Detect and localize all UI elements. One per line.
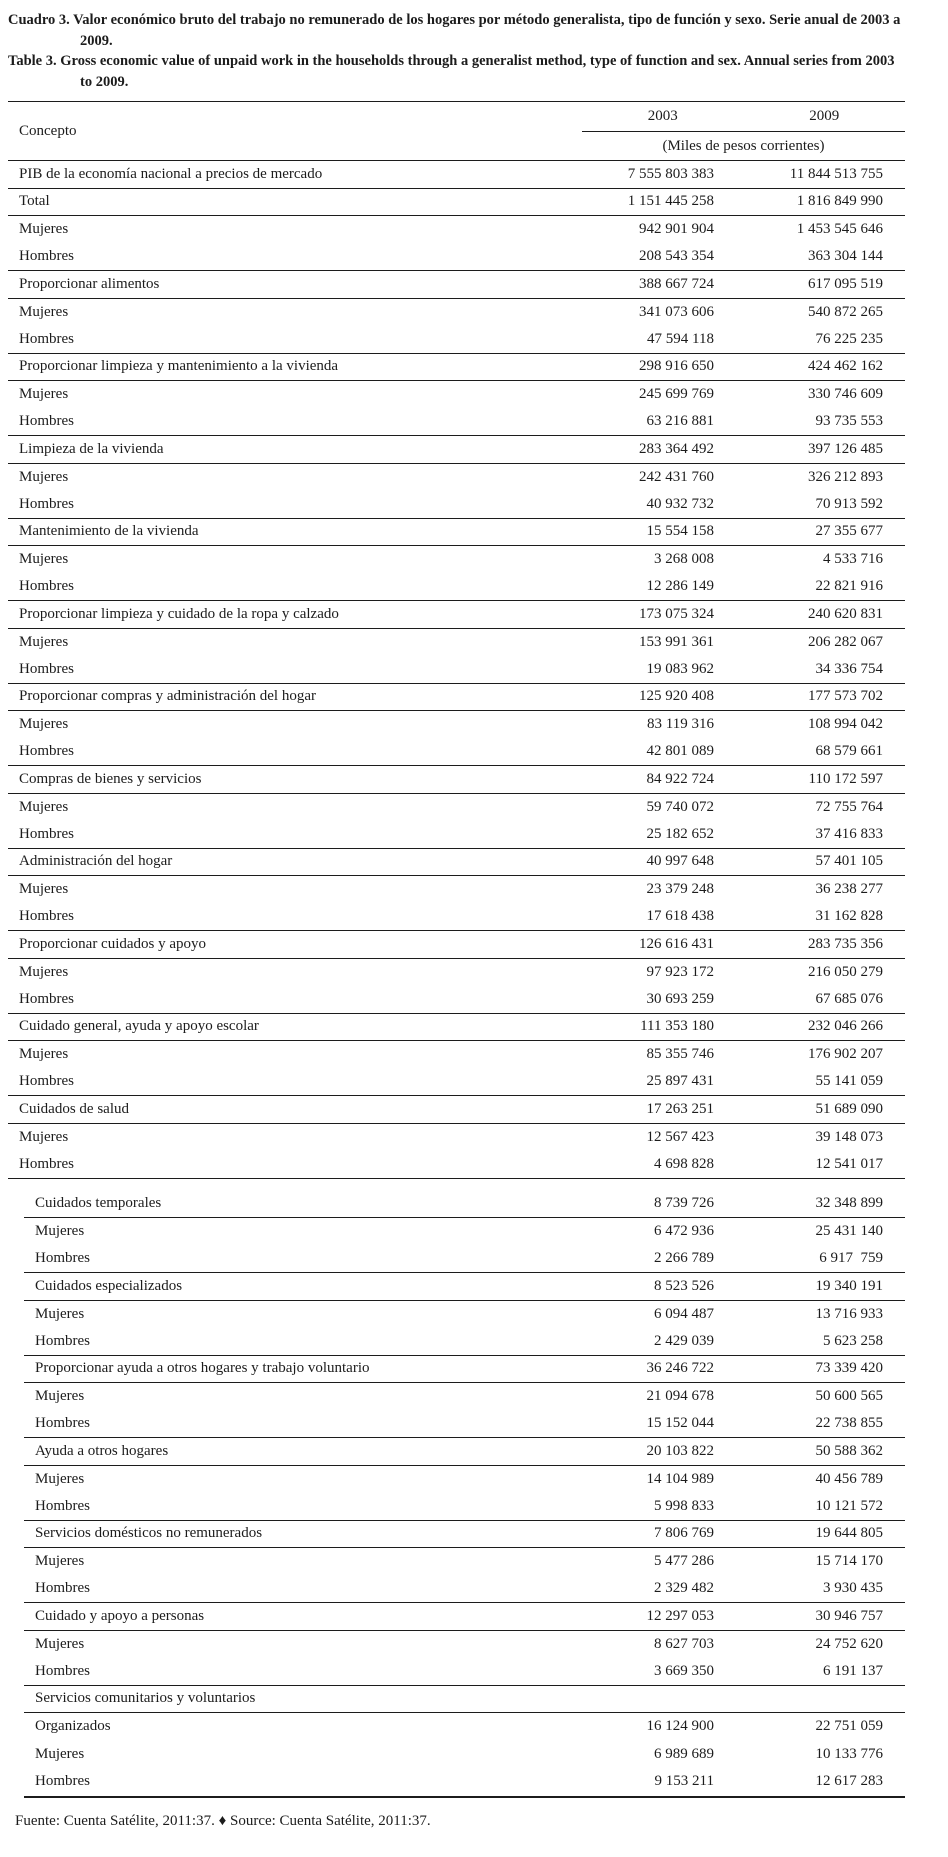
source-note: Fuente: Cuenta Satélite, 2011:37. ♦ Source: Cuenta Satélite, 2011:37. bbox=[15, 1812, 431, 1829]
value-2009: 176 902 207 bbox=[808, 1046, 883, 1063]
value-2009: 39 148 073 bbox=[815, 1128, 883, 1145]
value-2003: 19 083 962 bbox=[646, 660, 714, 677]
table-row bbox=[24, 1576, 905, 1604]
row-label: Cuidados temporales bbox=[35, 1195, 162, 1212]
value-2009: 326 212 893 bbox=[808, 468, 883, 485]
value-2003: 63 216 881 bbox=[646, 413, 714, 430]
table-row bbox=[24, 1466, 905, 1494]
table-row bbox=[24, 1273, 905, 1301]
value-2003: 208 543 354 bbox=[639, 248, 714, 265]
value-2003: 153 991 361 bbox=[639, 633, 714, 650]
value-2003: 2 329 482 bbox=[654, 1580, 714, 1597]
value-2009: 31 162 828 bbox=[815, 908, 883, 925]
value-2009: 32 348 899 bbox=[815, 1195, 883, 1212]
value-2003: 47 594 118 bbox=[647, 330, 714, 347]
row-label: Ayuda a otros hogares bbox=[35, 1442, 169, 1459]
value-2009: 68 579 661 bbox=[815, 743, 883, 760]
value-2003: 15 554 158 bbox=[646, 523, 714, 540]
table-row bbox=[24, 1548, 905, 1576]
table-row bbox=[24, 1246, 905, 1274]
value-2003: 6 989 689 bbox=[654, 1745, 714, 1762]
value-2003: 42 801 089 bbox=[646, 743, 714, 760]
table-row bbox=[8, 1151, 905, 1179]
row-label: Mujeres bbox=[19, 468, 69, 485]
table-row bbox=[24, 1411, 905, 1439]
column-header-2009: 2009 bbox=[809, 108, 840, 124]
table-row bbox=[8, 821, 905, 849]
value-2003: 4 698 828 bbox=[654, 1155, 714, 1172]
value-2003: 25 897 431 bbox=[646, 1073, 714, 1090]
row-label: Proporcionar ayuda a otros hogares y trabajo voluntario bbox=[35, 1360, 370, 1377]
row-label: Mujeres bbox=[19, 1046, 69, 1063]
value-2009: 10 121 572 bbox=[815, 1497, 883, 1514]
value-2009: 19 340 191 bbox=[815, 1277, 883, 1294]
value-2003: 7 555 803 383 bbox=[627, 165, 714, 182]
table-row bbox=[24, 1218, 905, 1246]
row-label: Hombres bbox=[19, 990, 74, 1007]
row-label: Hombres bbox=[19, 495, 74, 512]
value-2003: 8 523 526 bbox=[654, 1277, 714, 1294]
row-label: Mujeres bbox=[19, 633, 69, 650]
table-row bbox=[24, 1521, 905, 1549]
value-2009: 34 336 754 bbox=[815, 660, 883, 677]
value-2003: 14 104 989 bbox=[646, 1470, 714, 1487]
row-label: Mujeres bbox=[35, 1305, 85, 1322]
value-2009: 36 238 277 bbox=[815, 881, 883, 898]
row-label: Mujeres bbox=[19, 551, 69, 568]
value-2003: 15 152 044 bbox=[646, 1415, 714, 1432]
value-2009: 73 339 420 bbox=[815, 1360, 883, 1377]
row-label: PIB de la economía nacional a precios de mercado bbox=[19, 165, 323, 182]
value-2009: 216 050 279 bbox=[808, 963, 883, 980]
row-label: Hombres bbox=[35, 1415, 90, 1432]
row-label: Mujeres bbox=[35, 1745, 85, 1762]
value-2009: 15 714 170 bbox=[815, 1553, 883, 1570]
value-2003: 40 997 648 bbox=[646, 853, 714, 870]
value-2003: 17 618 438 bbox=[646, 908, 714, 925]
table-row bbox=[8, 959, 905, 987]
value-2003: 12 297 053 bbox=[646, 1607, 714, 1624]
table-row bbox=[8, 409, 905, 437]
value-2003: 30 693 259 bbox=[646, 990, 714, 1007]
row-label: Hombres bbox=[19, 578, 74, 595]
table-row bbox=[8, 766, 905, 794]
value-2003: 242 431 760 bbox=[639, 468, 714, 485]
table-row bbox=[8, 656, 905, 684]
value-2009: 70 913 592 bbox=[815, 495, 883, 512]
value-2009: 617 095 519 bbox=[808, 275, 883, 292]
value-2009: 11 844 513 755 bbox=[789, 165, 883, 182]
value-2009: 51 689 090 bbox=[815, 1100, 883, 1117]
table-row bbox=[8, 519, 905, 547]
row-label: Proporcionar cuidados y apoyo bbox=[19, 935, 207, 952]
row-label: Hombres bbox=[35, 1580, 90, 1597]
table-row bbox=[8, 464, 905, 492]
table-row bbox=[8, 1096, 905, 1124]
value-2009: 57 401 105 bbox=[815, 853, 883, 870]
table-row bbox=[8, 739, 905, 767]
value-2009: 4 533 716 bbox=[823, 551, 883, 568]
table-row bbox=[8, 876, 905, 904]
row-label: Proporcionar limpieza y cuidado de la ropa y calzado bbox=[19, 605, 339, 622]
units-label: (Miles de pesos corrientes) bbox=[662, 138, 825, 154]
table-row bbox=[8, 161, 905, 189]
value-2003: 85 355 746 bbox=[646, 1046, 714, 1063]
value-2009: 12 617 283 bbox=[815, 1773, 883, 1790]
row-label: Mujeres bbox=[35, 1635, 85, 1652]
value-2003: 17 263 251 bbox=[646, 1100, 714, 1117]
value-2003: 9 153 211 bbox=[654, 1773, 714, 1790]
value-2009: 540 872 265 bbox=[808, 303, 883, 320]
table-row bbox=[8, 849, 905, 877]
row-label: Mantenimiento de la vivienda bbox=[19, 523, 199, 540]
row-label: Hombres bbox=[35, 1250, 90, 1267]
value-2003: 283 364 492 bbox=[639, 440, 714, 457]
row-label: Hombres bbox=[35, 1332, 90, 1349]
value-2009: 330 746 609 bbox=[808, 386, 883, 403]
table-row bbox=[8, 354, 905, 382]
table-titles bbox=[8, 10, 905, 92]
value-2009: 397 126 485 bbox=[808, 440, 883, 457]
table-row bbox=[8, 1124, 905, 1152]
value-2009: 13 716 933 bbox=[815, 1305, 883, 1322]
value-2009: 37 416 833 bbox=[815, 825, 883, 842]
row-label: Servicios comunitarios y voluntarios bbox=[35, 1690, 256, 1707]
value-2009: 1 816 849 990 bbox=[796, 193, 883, 210]
table-row bbox=[8, 299, 905, 327]
table-row bbox=[8, 491, 905, 519]
table-body-subsection bbox=[24, 1191, 905, 1798]
table-row bbox=[24, 1658, 905, 1686]
value-2003: 36 246 722 bbox=[646, 1360, 714, 1377]
value-2003: 12 567 423 bbox=[646, 1128, 714, 1145]
value-2003: 6 094 487 bbox=[654, 1305, 714, 1322]
table-row bbox=[8, 794, 905, 822]
value-2003: 16 124 900 bbox=[646, 1718, 714, 1735]
table-row bbox=[8, 244, 905, 272]
row-label: Mujeres bbox=[35, 1223, 85, 1240]
row-label: Hombres bbox=[19, 660, 74, 677]
row-label: Cuidado y apoyo a personas bbox=[35, 1607, 205, 1624]
row-label: Mujeres bbox=[35, 1388, 85, 1405]
row-label: Total bbox=[19, 193, 50, 210]
table-row bbox=[24, 1603, 905, 1631]
value-2003: 23 379 248 bbox=[646, 881, 714, 898]
table-row bbox=[8, 684, 905, 712]
row-label: Hombres bbox=[19, 330, 74, 347]
value-2003: 5 477 286 bbox=[654, 1553, 714, 1570]
value-2003: 84 922 724 bbox=[646, 770, 714, 787]
row-label: Proporcionar limpieza y mantenimiento a la vivienda bbox=[19, 358, 339, 375]
value-2009: 50 600 565 bbox=[815, 1388, 883, 1405]
column-header-concepto: Concepto bbox=[19, 122, 77, 139]
value-2003: 2 429 039 bbox=[654, 1332, 714, 1349]
row-label: Compras de bienes y servicios bbox=[19, 770, 202, 787]
row-label: Mujeres bbox=[19, 303, 69, 320]
value-2009: 6 917 759 bbox=[819, 1250, 883, 1267]
row-label: Mujeres bbox=[19, 716, 69, 733]
value-2003: 83 119 316 bbox=[647, 716, 714, 733]
value-2009: 1 453 545 646 bbox=[796, 221, 883, 238]
value-2009: 27 355 677 bbox=[815, 523, 883, 540]
value-2003: 8 627 703 bbox=[654, 1635, 714, 1652]
value-2003: 2 266 789 bbox=[654, 1250, 714, 1267]
table-row bbox=[8, 216, 905, 244]
table-row bbox=[24, 1301, 905, 1329]
table-row bbox=[8, 629, 905, 657]
years-block bbox=[582, 102, 905, 160]
row-label: Administración del hogar bbox=[19, 853, 173, 870]
row-label: Hombres bbox=[19, 1155, 74, 1172]
value-2009: 5 623 258 bbox=[823, 1332, 883, 1349]
value-2009: 6 191 137 bbox=[823, 1662, 883, 1679]
row-label: Mujeres bbox=[19, 963, 69, 980]
value-2009: 72 755 764 bbox=[815, 798, 883, 815]
value-2003: 245 699 769 bbox=[639, 386, 714, 403]
value-2009: 12 541 017 bbox=[815, 1155, 883, 1172]
value-2003: 173 075 324 bbox=[639, 605, 714, 622]
value-2003: 298 916 650 bbox=[639, 358, 714, 375]
value-2009: 24 752 620 bbox=[815, 1635, 883, 1652]
value-2009: 25 431 140 bbox=[815, 1223, 883, 1240]
value-2009: 206 282 067 bbox=[808, 633, 883, 650]
table-row bbox=[8, 711, 905, 739]
value-2009: 108 994 042 bbox=[808, 716, 883, 733]
table-row bbox=[8, 986, 905, 1014]
table-row bbox=[8, 326, 905, 354]
table-row bbox=[24, 1493, 905, 1521]
table-header bbox=[8, 101, 905, 161]
value-2009: 3 930 435 bbox=[823, 1580, 883, 1597]
value-2009: 30 946 757 bbox=[815, 1607, 883, 1624]
value-2003: 97 923 172 bbox=[646, 963, 714, 980]
value-2009: 93 735 553 bbox=[815, 413, 883, 430]
row-label: Hombres bbox=[19, 825, 74, 842]
table-row bbox=[8, 601, 905, 629]
value-2003: 21 094 678 bbox=[646, 1388, 714, 1405]
value-2009: 19 644 805 bbox=[815, 1525, 883, 1542]
value-2009: 232 046 266 bbox=[808, 1018, 883, 1035]
table-row bbox=[24, 1438, 905, 1466]
table-row bbox=[24, 1686, 905, 1714]
value-2009: 177 573 702 bbox=[808, 688, 883, 705]
row-label: Cuidado general, ayuda y apoyo escolar bbox=[19, 1018, 259, 1035]
row-label: Mujeres bbox=[19, 798, 69, 815]
row-label: Mujeres bbox=[19, 881, 69, 898]
row-label: Mujeres bbox=[35, 1470, 85, 1487]
value-2003: 3 268 008 bbox=[654, 551, 714, 568]
row-label: Proporcionar alimentos bbox=[19, 275, 160, 292]
row-label: Mujeres bbox=[19, 386, 69, 403]
table-row bbox=[24, 1191, 905, 1219]
value-2009: 22 821 916 bbox=[815, 578, 883, 595]
row-label: Hombres bbox=[19, 1073, 74, 1090]
value-2003: 126 616 431 bbox=[639, 935, 714, 952]
value-2003: 5 998 833 bbox=[654, 1497, 714, 1514]
table-row bbox=[24, 1328, 905, 1356]
value-2009: 22 738 855 bbox=[815, 1415, 883, 1432]
value-2009: 283 735 356 bbox=[808, 935, 883, 952]
row-label: Hombres bbox=[35, 1497, 90, 1514]
value-2009: 424 462 162 bbox=[808, 358, 883, 375]
table-row bbox=[24, 1768, 905, 1796]
value-2009: 76 225 235 bbox=[815, 330, 883, 347]
column-header-2003: 2003 bbox=[647, 108, 678, 124]
value-2003: 12 286 149 bbox=[646, 578, 714, 595]
row-label: Cuidados de salud bbox=[19, 1100, 129, 1117]
value-2003: 6 472 936 bbox=[654, 1223, 714, 1240]
row-label: Mujeres bbox=[35, 1553, 85, 1570]
row-label: Hombres bbox=[19, 413, 74, 430]
years-row bbox=[582, 102, 905, 132]
row-label: Hombres bbox=[35, 1773, 90, 1790]
value-2003: 3 669 350 bbox=[654, 1662, 714, 1679]
table-row bbox=[8, 574, 905, 602]
table-row bbox=[8, 381, 905, 409]
table-row bbox=[8, 546, 905, 574]
value-2003: 341 073 606 bbox=[639, 303, 714, 320]
value-2003: 40 932 732 bbox=[646, 495, 714, 512]
row-label: Limpieza de la vivienda bbox=[19, 440, 164, 457]
value-2003: 388 667 724 bbox=[639, 275, 714, 292]
table-row bbox=[24, 1741, 905, 1769]
row-label: Cuidados especializados bbox=[35, 1277, 183, 1294]
value-2009: 50 588 362 bbox=[815, 1442, 883, 1459]
row-label: Proporcionar compras y administración del hogar bbox=[19, 688, 316, 705]
table-row bbox=[24, 1631, 905, 1659]
title-english: Table 3. Gross economic value of unpaid work in the households through a generalist method, type of function and sex. Annual series from 2003 to 2009. bbox=[8, 53, 895, 90]
row-label: Hombres bbox=[19, 743, 74, 760]
value-2003: 125 920 408 bbox=[639, 688, 714, 705]
value-2003: 8 739 726 bbox=[654, 1195, 714, 1212]
row-label: Hombres bbox=[19, 248, 74, 265]
value-2003: 7 806 769 bbox=[654, 1525, 714, 1542]
value-2003: 59 740 072 bbox=[646, 798, 714, 815]
value-2003: 20 103 822 bbox=[646, 1442, 714, 1459]
table-row bbox=[8, 189, 905, 217]
table-row bbox=[8, 1014, 905, 1042]
table-row bbox=[8, 931, 905, 959]
row-label: Hombres bbox=[19, 908, 74, 925]
value-2009: 67 685 076 bbox=[815, 990, 883, 1007]
table-row bbox=[8, 271, 905, 299]
value-2009: 10 133 776 bbox=[815, 1745, 883, 1762]
value-2003: 942 901 904 bbox=[639, 221, 714, 238]
value-2009: 22 751 059 bbox=[815, 1718, 883, 1735]
value-2003: 111 353 180 bbox=[640, 1018, 714, 1035]
row-label: Mujeres bbox=[19, 221, 69, 238]
value-2009: 55 141 059 bbox=[815, 1073, 883, 1090]
table-row bbox=[24, 1383, 905, 1411]
value-2009: 110 172 597 bbox=[808, 770, 883, 787]
row-label: Servicios domésticos no remunerados bbox=[35, 1525, 263, 1542]
table-row bbox=[8, 436, 905, 464]
table-row bbox=[8, 904, 905, 932]
value-2009: 363 304 144 bbox=[808, 248, 883, 265]
table-body-main bbox=[8, 161, 905, 1179]
row-label: Hombres bbox=[35, 1662, 90, 1679]
title-spanish: Cuadro 3. Valor económico bruto del trabajo no remunerado de los hogares por método generalista, tipo de función y sexo. Serie anual de 2003 a 2009. bbox=[8, 12, 901, 49]
table-row bbox=[24, 1713, 905, 1741]
table-row bbox=[24, 1356, 905, 1384]
value-2003: 1 151 445 258 bbox=[627, 193, 714, 210]
value-2009: 40 456 789 bbox=[815, 1470, 883, 1487]
value-2009: 240 620 831 bbox=[808, 605, 883, 622]
row-label: Mujeres bbox=[19, 1128, 69, 1145]
table-row bbox=[8, 1069, 905, 1097]
table-row bbox=[8, 1041, 905, 1069]
value-2003: 25 182 652 bbox=[646, 825, 714, 842]
row-label: Organizados bbox=[35, 1718, 111, 1735]
